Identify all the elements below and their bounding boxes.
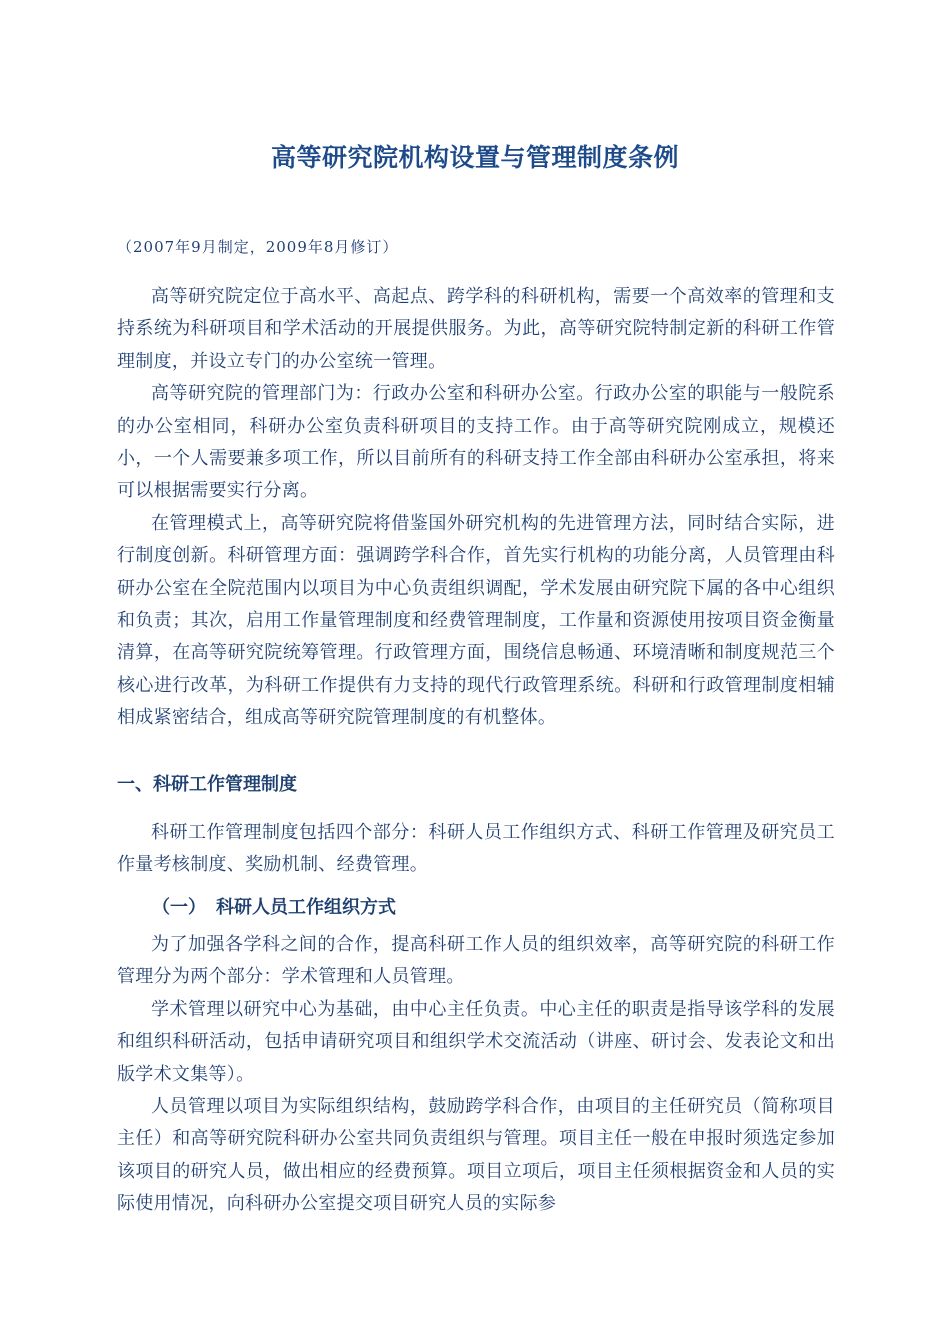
intro-section [117, 281, 835, 735]
subsection-heading [152, 893, 396, 919]
intro-paragraph: 在管理模式上，高等研究院将借鉴国外研究机构的先进管理方法，同时结合实际，进行制度创新。科研管理方面：强调跨学科合作，首先实行机构的功能分离，人员管理由科研办公室在全院范围内以项目为中心负责组织调配，学术发展由研究院下属的各中心组织和负责；其次，启用工作量管理制度和经费管理制度，工作量和资源使用按项目资金衡量清算，在高等研究院统筹管理。行政管理方面，围绕信息畅通、环境清晰和制度规范三个核心进行改革，为科研工作提供有力支持的现代行政管理系统。科研和行政管理制度相辅相成紧密结合，组成高等研究院管理制度的有机整体。 [117, 512, 835, 729]
subsection-number: （一） [152, 897, 206, 918]
subsection-paragraph: 学术管理以研究中心为基础，由中心主任负责。中心主任的职责是指导该学科的发展和组织科研活动，包括申请研究项目和组织学术交流活动（讲座、研讨会、发表论文和出版学术文集等）。 [117, 998, 835, 1085]
subsection-1-body [117, 929, 835, 1221]
document-title: 高等研究院机构设置与管理制度条例 [270, 143, 679, 172]
subsection-paragraph: 人员管理以项目为实际组织结构，鼓励跨学科合作，由项目的主任研究员（简称项目主任）和高等研究院科研办公室共同负责组织与管理。项目主任一般在申报时须选定参加该项目的研究人员，做出相应的经费预算。项目立项后，项目主任须根据资金和人员的实际使用情况，向科研办公室提交项目研究人员的实际参 [117, 1096, 835, 1215]
revision-note: （2007年9月制定，2009年8月修订） [117, 238, 399, 256]
section-heading: 一、科研工作管理制度 [117, 774, 297, 795]
intro-paragraph: 高等研究院的管理部门为：行政办公室和科研办公室。行政办公室的职能与一般院系的办公室相同，科研办公室负责科研项目的支持工作。由于高等研究院刚成立，规模还小，一个人需要兼多项工作，所以目前所有的科研支持工作全部由科研办公室承担，将来可以根据需要实行分离。 [117, 383, 835, 502]
subsection-paragraph: 为了加强各学科之间的合作，提高科研工作人员的组织效率，高等研究院的科研工作管理分为两个部分：学术管理和人员管理。 [117, 934, 835, 988]
subsection-title: 科研人员工作组织方式 [216, 897, 396, 918]
intro-paragraph: 高等研究院定位于高水平、高起点、跨学科的科研机构，需要一个高效率的管理和支持系统为科研项目和学术活动的开展提供服务。为此，高等研究院特制定新的科研工作管理制度，并设立专门的办公室统一管理。 [117, 286, 835, 372]
section-paragraph: 科研工作管理制度包括四个部分：科研人员工作组织方式、科研工作管理及研究员工作量考核制度、奖励机制、经费管理。 [117, 822, 835, 876]
section-1-body [117, 817, 835, 882]
